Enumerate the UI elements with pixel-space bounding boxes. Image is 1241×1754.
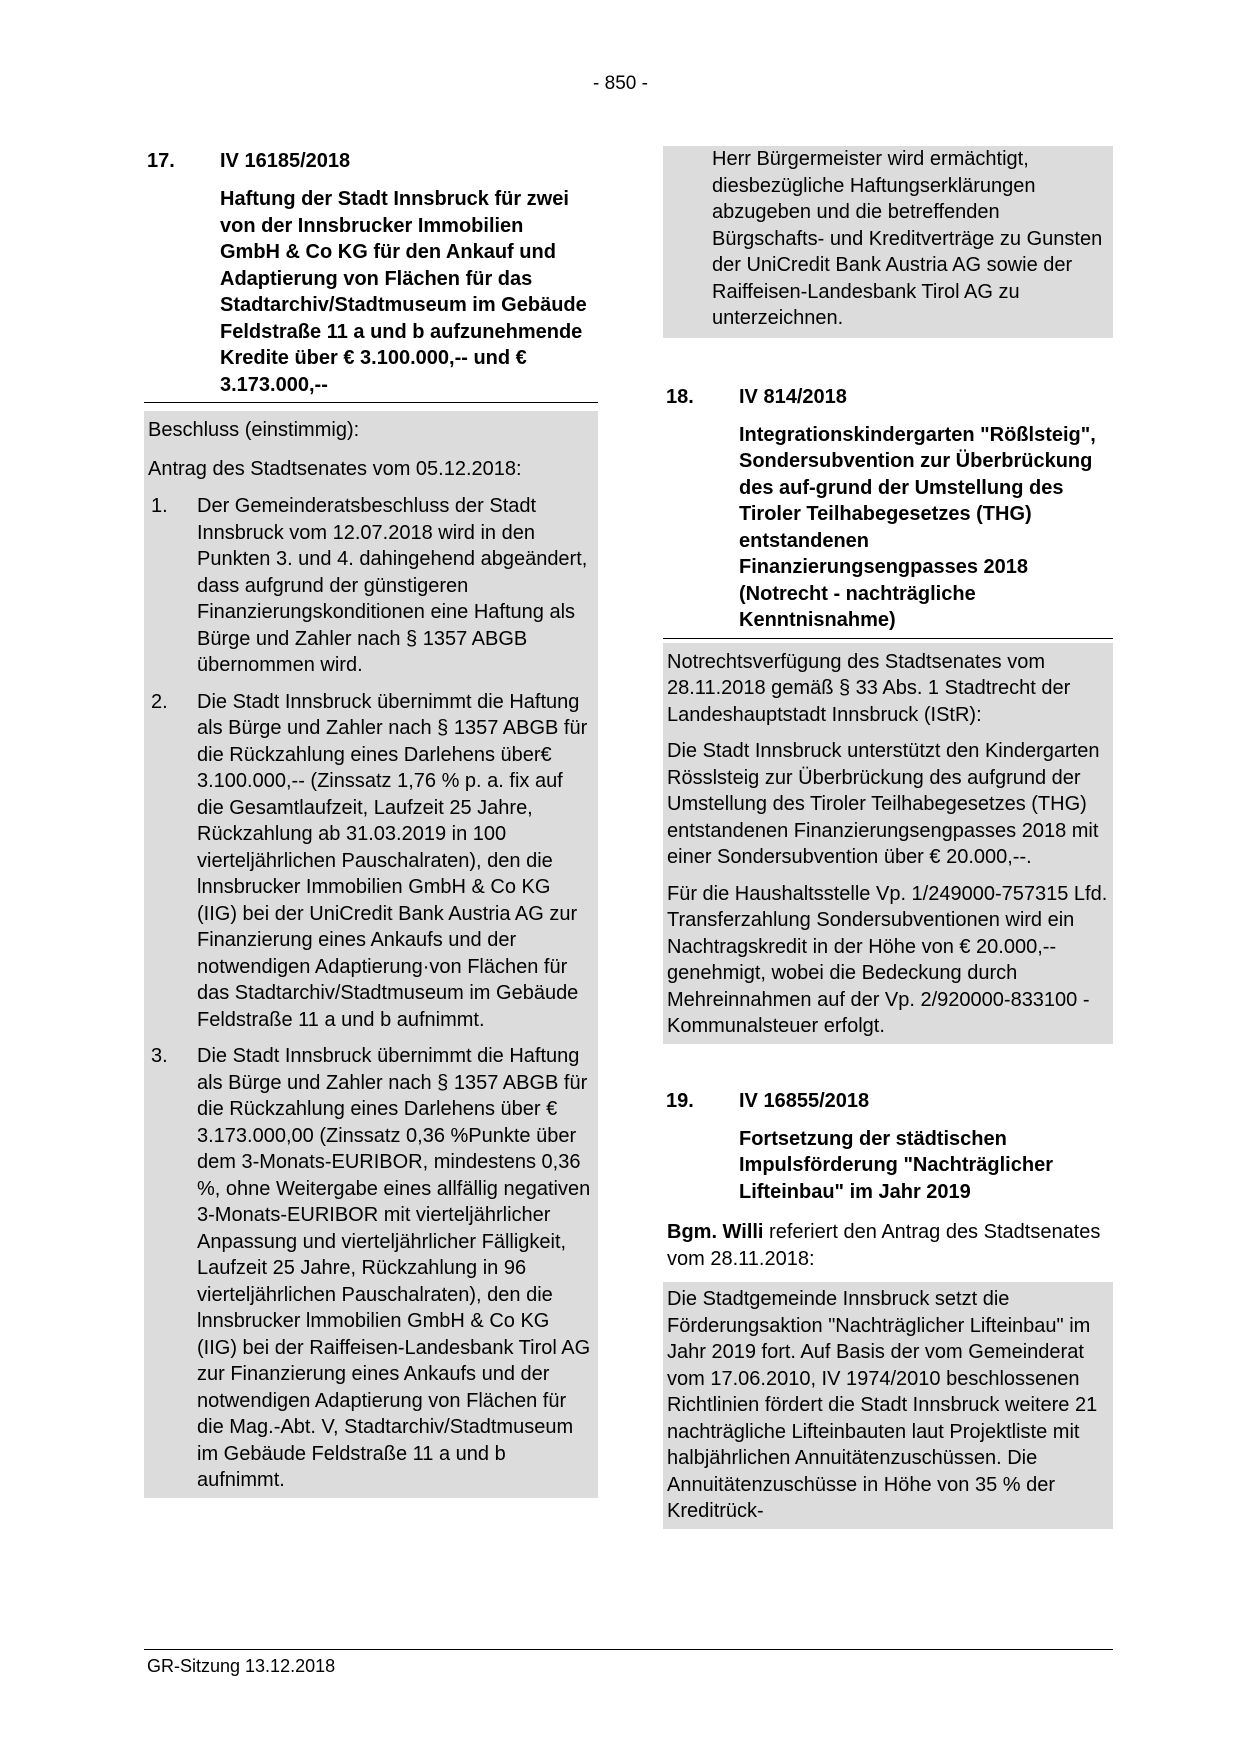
item-19-ref: IV 16855/2018	[739, 1089, 870, 1112]
item-19-number: 19.	[666, 1089, 694, 1112]
footer-divider	[144, 1649, 1113, 1650]
item-17-point-3	[148, 1043, 594, 1494]
right-column	[663, 148, 1113, 1529]
item-17-divider	[144, 402, 598, 403]
item-19-speaker-line	[663, 1219, 1113, 1272]
item-17-title: Haftung der Stadt Innsbruck für zwei von der Innsbrucker Immobilien GmbH & Co KG für den Ankauf und Adaptierung von Flächen für das Stadtarchiv/Stadtmuseum im Gebäude Feldstraße 11 a und b aufzunehmende Kredite über € 3.100.000,-- und € 3.173.000,--	[220, 188, 587, 396]
point-number: 1.	[151, 495, 168, 517]
item-19-speaker: Bgm. Willi	[667, 1221, 764, 1243]
item-17-point-2	[148, 689, 594, 1034]
item-17-ref: IV 16185/2018	[220, 150, 351, 172]
item-17-motion: Antrag des Stadtsenates vom 05.12.2018:	[148, 457, 522, 480]
point-number: 3.	[151, 1045, 168, 1067]
point-number: 2.	[151, 690, 168, 713]
item-19-header	[663, 1088, 1113, 1114]
item-18-ref: IV 814/2018	[739, 385, 847, 408]
item-18-divider	[663, 638, 1113, 639]
item-18-title: Integrationskindergarten "Rößlsteig", Sondersubvention zur Überbrückung des auf-grund der Umstellung des Tiroler Teilhabegesetzes (THG) entstandenen Finanzierungsengpasses 2018 (Notrecht - nachträgliche Kenntnisnahme)	[739, 423, 1096, 631]
item-17-header	[144, 148, 598, 174]
item-17-resolution: Beschluss (einstimmig):	[148, 419, 360, 441]
item-19-para-1: Die Stadtgemeinde Innsbruck setzt die Förderungsaktion "Nachträglicher Lifteinbau" im Jahr 2019 fort. Auf Basis der vom Gemeinderat vom 17.06.2010, IV 1974/2010 beschlossenen Richtlinien fördert die Stadt Innsbruck weitere 21 nachträgliche Lifteinbauten laut Projektliste mit halbjährlichen Annuitätenzuschüssen. Die Annuitätenzuschüsse in Höhe von 35 % der Kreditrück-	[667, 1288, 1098, 1522]
left-column	[144, 148, 598, 1498]
point-text: Der Gemeinderatsbeschluss der Stadt Innsbruck vom 12.07.2018 wird in den Punkten 3. und 4. dahingehend abgeändert, dass aufgrund der günstigeren Finanzierungskonditionen eine Haftung als Bürge und Zahler nach § 1357 ABGB übernommen wird.	[197, 495, 588, 676]
item-19-title: Fortsetzung der städtischen Impulsförderung "Nachträglicher Lifteinbau" im Jahr 2019	[739, 1127, 1053, 1203]
item-18-number: 18.	[666, 385, 694, 408]
item-19-speaker-text: referiert den Antrag des Stadtsenates vom 28.11.2018:	[667, 1221, 1101, 1270]
item-19-body	[663, 1282, 1113, 1529]
item-17-body	[144, 411, 598, 1498]
point-text: Die Stadt Innsbruck übernimmt die Haftung als Bürge und Zahler nach § 1357 ABGB für die Rückzahlung eines Darlehens über€ 3.100.000,-- (Zinssatz 1,76 % p. a. fix auf die Gesamtlaufzeit, Laufzeit 25 Jahre, Rückzahlung ab 31.03.2019 in 100 vierteljährlichen Pauschalraten), den die lnnsbrucker Immobilien GmbH & Co KG (IIG) bei der UniCredit Bank Austria AG zur Finanzierung eines Ankaufs und der notwendigen Adaptierung·von Flächen für das Stadtarchiv/Stadtmuseum im Gebäude Feldstraße 11 a und b aufnimmt.	[197, 690, 588, 1031]
item-17-continuation	[663, 146, 1113, 338]
point-text: Die Stadt Innsbruck übernimmt die Haftung als Bürge und Zahler nach § 1357 ABGB für die Rückzahlung eines Darlehens über € 3.173.000,00 (Zinssatz 0,36 %Punkte über dem 3-Monats-EURIBOR, mindestens 0,36 %, ohne Weitergabe eines allfällig negativen 3-Monats-EURIBOR mit vierteljährlicher Anpassung und vierteljährlicher Fälligkeit, Laufzeit 25 Jahre, Rückzahlung in 96 vierteljährlichen Pauschalraten), den die lnnsbrucker lmmobilien GmbH & Co KG (IIG) bei der Raiffeisen-Landesbank Tirol AG zur Finanzierung eines Ankaufs und der notwendigen Adaptierung von Flächen für die Mag.-Abt. V, Stadtarchiv/Stadtmuseum im Gebäude Feldstraße 11 a und b aufnimmt.	[197, 1045, 591, 1491]
item-18-decree: Notrechtsverfügung des Stadtsenates vom 28.11.2018 gemäß § 33 Abs. 1 Stadtrecht der Landeshauptstadt Innsbruck (IStR):	[667, 650, 1071, 726]
footer: GR-Sitzung 13.12.2018	[147, 1656, 336, 1676]
item-18-body	[663, 643, 1113, 1044]
item-17-point-1	[148, 493, 594, 679]
item-18-para-2: Für die Haushaltsstelle Vp. 1/249000-757315 Lfd. Transferzahlung Sondersubventionen wird ein Nachtragskredit in der Höhe von € 20.000,-- genehmigt, wobei die Bedeckung durch Mehreinnahmen auf der Vp. 2/920000-833100 - Kommunalsteuer erfolgt.	[667, 882, 1108, 1037]
item-18-para-1: Die Stadt Innsbruck unterstützt den Kindergarten Rösslsteig zur Überbrückung des aufgrund der Umstellung des Tiroler Teilhabegesetzes (THG) entstandenen Finanzierungsengpasses 2018 mit einer Sondersubvention über € 20.000,--.	[667, 740, 1100, 868]
item-17-continuation-text: Herr Bürgermeister wird ermächtigt, diesbezügliche Haftungserklärungen abzugeben und die betreffenden Bürgschafts- und Kreditverträge zu Gunsten der UniCredit Bank Austria AG sowie der Raiffeisen-Landesbank Tirol AG zu unterzeichnen.	[712, 148, 1103, 329]
item-18-header	[663, 384, 1113, 410]
item-17-number: 17.	[147, 150, 175, 172]
page-number: - 850 -	[593, 73, 648, 94]
